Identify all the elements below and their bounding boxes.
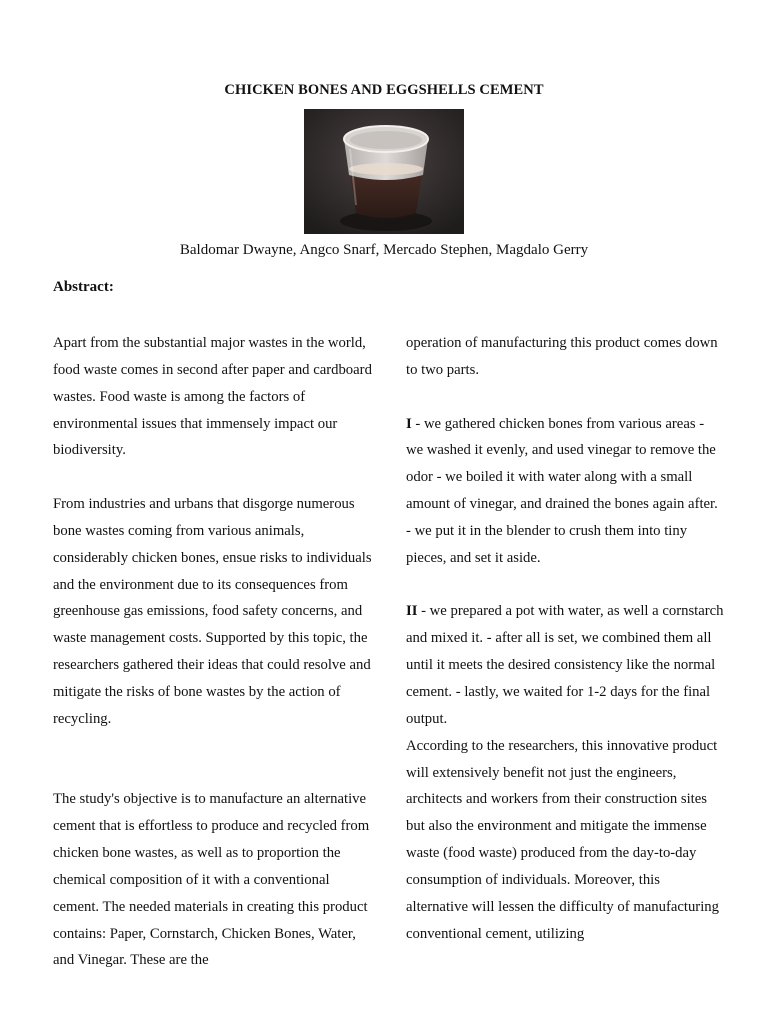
step-one-marker: I bbox=[406, 415, 412, 432]
left-column bbox=[53, 330, 373, 974]
paper-authors: Baldomar Dwayne, Angco Snarf, Mercado Stephen, Magdalo Gerry bbox=[179, 242, 589, 258]
paper-title: CHICKEN BONES AND EGGSHELLS CEMENT bbox=[224, 82, 544, 98]
right-paragraph-1: operation of manufacturing this product comes down to two parts. bbox=[406, 335, 718, 378]
cement-cup-illustration bbox=[304, 109, 464, 234]
right-paragraph-3 bbox=[406, 598, 724, 732]
right-paragraph-4: According to the researchers, this innovative product will extensively benefit not just the engineers, architects and workers from their construction sites but also the environment and mitigate the immense waste (food waste) produced from the day-to-day consumption of individuals. Moreover, this alternative will lessen the difficulty of manufacturing conventional cement, utilizing bbox=[406, 737, 719, 942]
abstract-heading: Abstract: bbox=[53, 279, 114, 295]
step-two-text: - we prepared a pot with water, as well a cornstarch and mixed it. - after all is set, we combined them all until it meets the desired consistency like the normal cement. - lastly, we waited for 1-2 days for the final output. bbox=[406, 603, 724, 727]
right-paragraph-2 bbox=[406, 411, 724, 572]
right-column bbox=[406, 330, 724, 947]
step-two-marker: II bbox=[406, 603, 418, 620]
left-paragraph-2: From industries and urbans that disgorge numerous bone wastes coming from various animals, considerably chicken bones, ensue risks to individuals and the environment due to its consequences from greenhouse gas emissions, food safety concerns, and waste management costs. Supported by this topic, the researchers gathered their ideas that could resolve and mitigate the risks of bone wastes by the action of recycling. bbox=[53, 496, 372, 727]
left-paragraph-3: The study's objective is to manufacture an alternative cement that is effortless to produce and recycled from chicken bone wastes, as well as to proportion the chemical composition of it with a conventional cement. The needed materials in creating this product contains: Paper, Cornstarch, Chicken Bones, Water, and Vinegar. These are the bbox=[53, 791, 370, 969]
cement-cup-photo bbox=[304, 109, 464, 234]
step-one-text: - we gathered chicken bones from various areas - we washed it evenly, and used vinegar to remove the odor - we boiled it with water along with a small amount of vinegar, and drained the bones again after. - we put it in the blender to crush them into tiny pieces, and set it aside. bbox=[406, 415, 718, 566]
left-paragraph-1: Apart from the substantial major wastes in the world, food waste comes in second after paper and cardboard wastes. Food waste is among the factors of environmental issues that immensely impact our biodiversity. bbox=[53, 335, 372, 459]
